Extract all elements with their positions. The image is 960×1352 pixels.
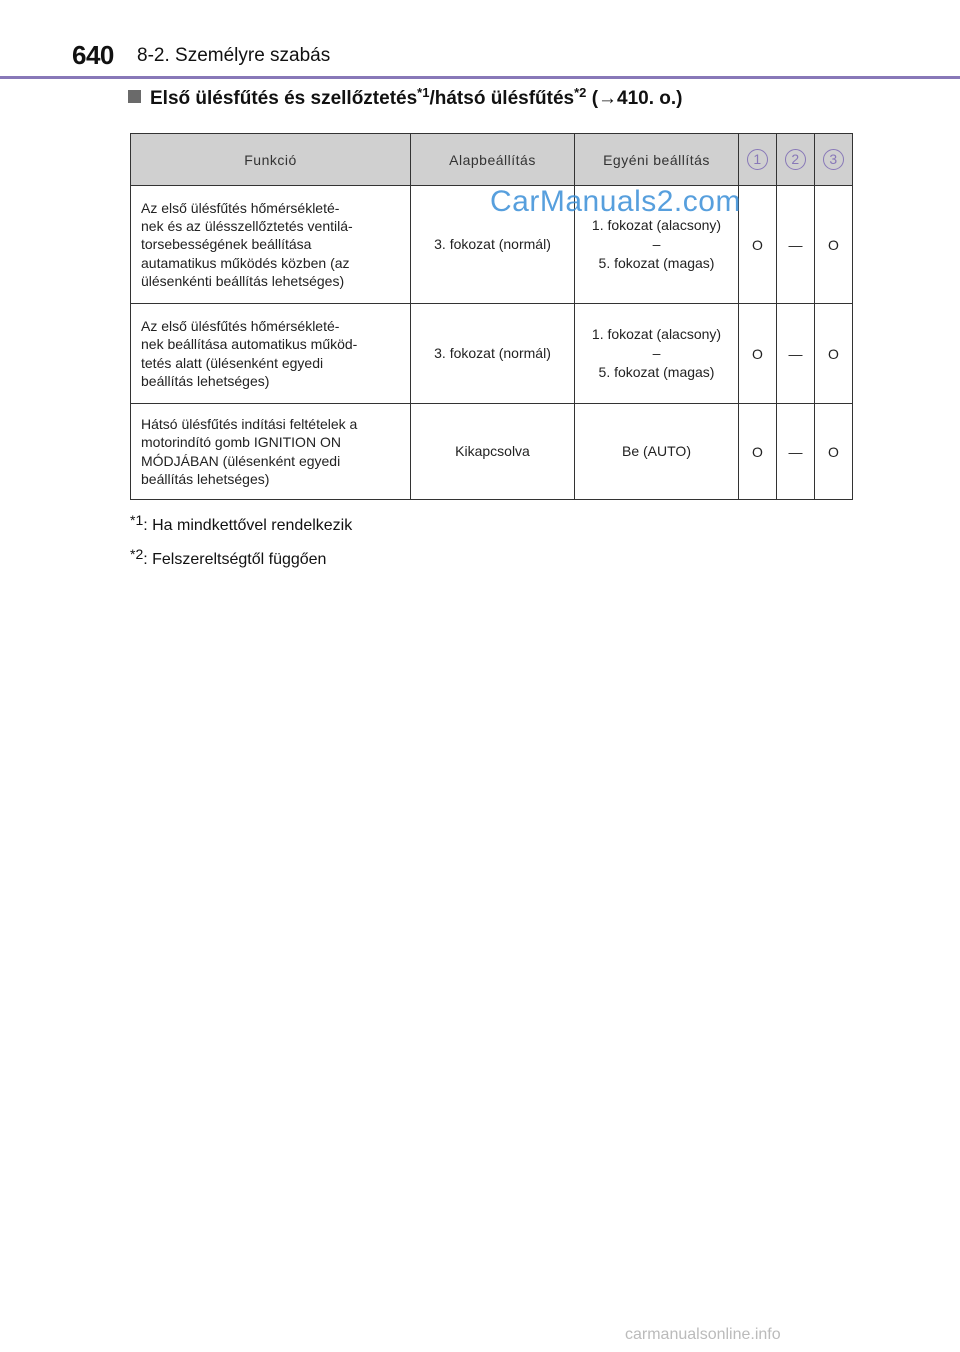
page-number: 640 (72, 40, 114, 70)
header-col-1 (739, 134, 777, 186)
circled-number-2-icon: 2 (785, 149, 806, 170)
custom-line: 1. fokozat (alacsony) (591, 326, 722, 343)
footer-site-link[interactable]: carmanualsonline.info (625, 1326, 781, 1343)
footnote-mark: *1 (130, 512, 144, 528)
row-custom (575, 404, 739, 500)
row-function (131, 304, 411, 404)
custom-line: – (652, 236, 661, 253)
footnote-mark: *2 (130, 546, 144, 562)
function-line: beállítás lehetséges) (141, 470, 270, 487)
custom-line: 5. fokozat (magas) (598, 254, 715, 271)
section-heading (128, 85, 683, 110)
heading-part-2: /hátsó ülésfűtés (429, 88, 575, 109)
chapter-title: 8-2. Személyre szabás (137, 45, 331, 66)
function-line: tetés alatt (ülésenként egyedi (141, 354, 324, 371)
header-custom: Egyéni beállítás (575, 134, 739, 186)
row-default: Kikapcsolva (411, 404, 575, 500)
footnote-1 (130, 512, 352, 535)
row-mark-2: — (777, 304, 815, 404)
row-mark-2: — (777, 186, 815, 304)
row-custom (575, 304, 739, 404)
circled-number-3-icon: 3 (823, 149, 844, 170)
row-function (131, 404, 411, 500)
function-line: Az első ülésfűtés hőmérsékleté- (141, 200, 340, 217)
footnote-2 (130, 546, 326, 569)
custom-line: 5. fokozat (magas) (598, 363, 715, 380)
footnote-text: : Felszereltségtől függően (143, 551, 327, 568)
custom-line: 1. fokozat (alacsony) (591, 217, 722, 234)
row-default: 3. fokozat (normál) (411, 186, 575, 304)
row-function (131, 186, 411, 304)
custom-line: Be (AUTO) (622, 443, 691, 460)
function-line: nek beállítása automatikus működ- (141, 336, 358, 353)
header-col-3 (815, 134, 853, 186)
function-line: nek és az ülésszellőztetés ventilá- (141, 218, 353, 235)
watermark-text: CarManuals2.com (490, 185, 741, 218)
row-mark-1: O (739, 304, 777, 404)
table-header-row (131, 134, 853, 186)
circled-number-1-icon: 1 (747, 149, 768, 170)
footnote-mark-2: *2 (574, 85, 587, 100)
function-line: ülésenkénti beállítás lehetséges) (141, 272, 345, 289)
function-line: MÓDJÁBAN (ülésenként egyedi (141, 452, 341, 469)
function-line: motorindító gomb IGNITION ON (141, 434, 341, 451)
function-line: torsebességének beállítása (141, 236, 312, 253)
footnote-text: : Ha mindkettővel rendelkezik (143, 517, 353, 534)
function-line: Az első ülésfűtés hőmérsékleté- (141, 318, 340, 335)
heading-part-1: Első ülésfűtés és szellőztetés (150, 88, 418, 109)
row-mark-3: O (815, 186, 853, 304)
function-line: Hátsó ülésfűtés indítási feltételek a (141, 416, 358, 433)
row-mark-2: — (777, 404, 815, 500)
function-line: autamatikus működés közben (az (141, 254, 350, 271)
row-default: 3. fokozat (normál) (411, 304, 575, 404)
footnote-mark-1: *1 (417, 85, 430, 100)
header-rule (0, 76, 960, 79)
header-col-2 (777, 134, 815, 186)
function-line: beállítás lehetséges) (141, 372, 270, 389)
table-row (131, 304, 853, 404)
square-bullet-icon (128, 90, 141, 103)
page-reference-link[interactable]: (→410. o.) (586, 88, 683, 109)
row-mark-1: O (739, 404, 777, 500)
table-row (131, 404, 853, 500)
row-mark-3: O (815, 304, 853, 404)
row-mark-3: O (815, 404, 853, 500)
header-function: Funkció (131, 134, 411, 186)
row-mark-1: O (739, 186, 777, 304)
header-default: Alapbeállítás (411, 134, 575, 186)
custom-line: – (652, 345, 661, 362)
